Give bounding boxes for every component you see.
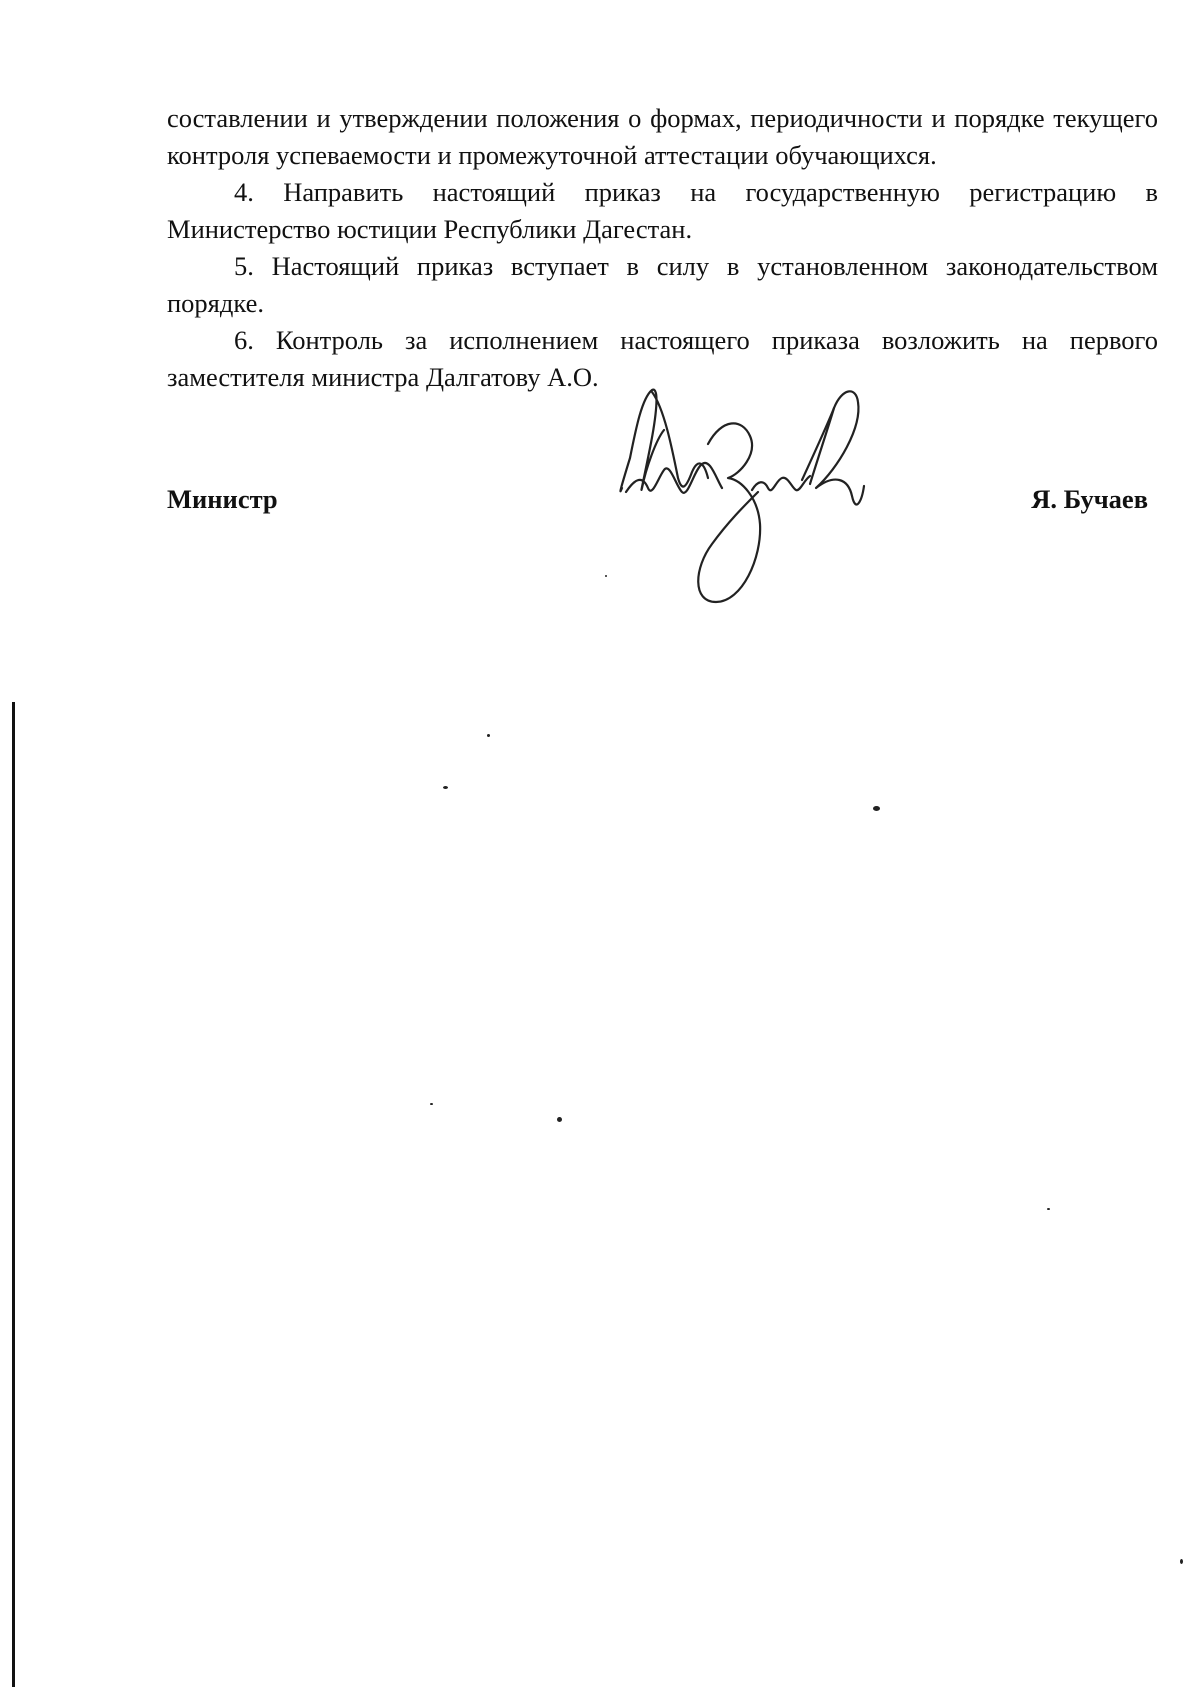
- paragraph-continuation: составлении и утверждении положения о формах, периодичности и порядке текущего контроля успеваемости и промежуточной аттестации обучающихся.: [167, 103, 1158, 170]
- scan-speck: [487, 734, 490, 737]
- document-body: [167, 100, 1158, 396]
- scan-speck: [557, 1117, 562, 1122]
- scan-speck: [605, 575, 607, 577]
- scan-speck: [1180, 1559, 1183, 1564]
- signatory-position: Министр: [167, 484, 278, 514]
- handwritten-signature-icon: [612, 388, 872, 610]
- paragraph-item-6: 6. Контроль за исполнением настоящего приказа возложить на первого заместителя министра Далгатову А.О.: [167, 325, 1158, 392]
- scan-speck: [430, 1103, 433, 1105]
- signatory-name: Я. Бучаев: [1031, 484, 1148, 514]
- scan-edge-line: [12, 702, 15, 1687]
- paragraph-item-4: 4. Направить настоящий приказ на государственную регистрацию в Министерство юстиции Республики Дагестан.: [167, 177, 1158, 244]
- scan-speck: [1047, 1208, 1050, 1210]
- scan-speck: [873, 806, 880, 811]
- paragraph-item-5: 5. Настоящий приказ вступает в силу в установленном законодательством порядке.: [167, 251, 1158, 318]
- scan-speck: [443, 786, 448, 789]
